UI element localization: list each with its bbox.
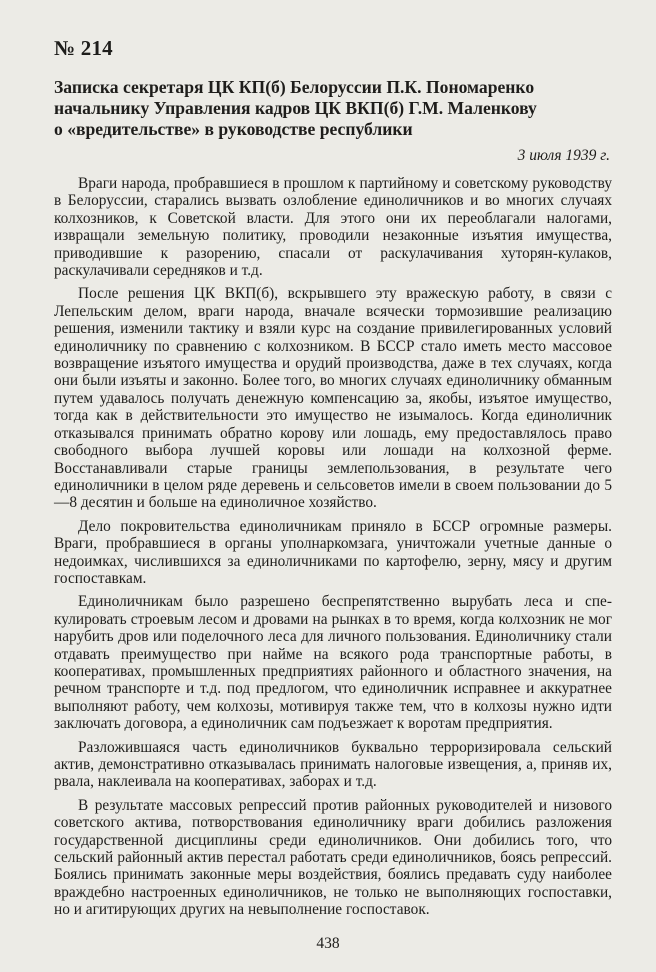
body-paragraph: После решения ЦК ВКП(б), вскрывшего эту вражескую работу, в связи с Лепельским делом, враги народа, вначале всячески тормозившие реализацию решения, изменили тактику и взяли курс на создание привилегированных условий единоличнику по сравнению с колхозником. В БССР стало иметь место массовое возвращение изъятого имущества и орудий производства, даже в тех случаях, когда они были изъяты и законно. Более того, во многих случаях единоличнику обманным путем удавалось получать денежную компенсацию за, якобы, изъятое имущество, тогда как в действительности это имущество не изымалось. Когда единоличник отказывался принимать обратно корову или лошадь, ему предоставлялось право свободного выбора лучшей коровы или лошади на колхозной ферме. Восстанавливали старые границы землепользования, в результате чего единоличники в целом ряде деревень и сельсоветов имели в своем пользовании до 5—8 десятин и больше на единоличное хозяйство. bbox=[54, 285, 612, 512]
document-title bbox=[54, 77, 612, 140]
body-paragraph: В результате массовых репрессий против районных руководителей и низового советского актива, потворствования единоличнику враги добились разложения государственной дисциплины среди единоличников. Они добились того, что сельский районный актив перестал работать среди единоличников, боясь репрессий. Боялись принимать законные меры воздействия, боялись предавать суду наиболее враждебно настроенных единоличников, не только не выполняющих госпоставки, но и агитирующих других на невыполнение госпоставок. bbox=[54, 796, 612, 919]
body-paragraph: Дело покровительства единоличникам приняло в БССР огромные размеры. Враги, пробравшиеся в органы уполнаркомзага, уничтожали учетные данные о недоимках, числившихся за единоличниками по картофелю, зерну, мясу и другим госпоставкам. bbox=[54, 517, 612, 587]
title-line: Записка секретаря ЦК КП(б) Белоруссии П.К. Пономаренко bbox=[54, 77, 535, 97]
document-number: № 214 bbox=[54, 36, 113, 60]
document-body bbox=[54, 175, 612, 919]
body-paragraph: Враги народа, пробравшиеся в прошлом к партийному и советскому руководству в Белоруссии, старались вызвать озлобление единоличников и во многих случаях колхозников, к Советской власти. Для этого они их переоблагали налогами, извращали земельную политику, проводили незаконные изъятия имущества, приводившие к разорению, спасали от раскулачивания хуторян-кулаков, раскулачивали середняков и т.д. bbox=[54, 175, 612, 280]
page-number: 438 bbox=[316, 935, 340, 952]
document-date: 3 июля 1939 г. bbox=[517, 147, 610, 164]
body-paragraph: Разложившаяся часть единоличников буквально терроризировала сельский актив, демонстративно отказывалась принимать налоговые извещения, а, приняв их, рвала, наклеивала на кооперативах, заборах и т.д. bbox=[54, 738, 612, 791]
title-line: начальнику Управления кадров ЦК ВКП(б) Г.М. Маленкову bbox=[54, 98, 537, 118]
title-line: о «вредительстве» в руководстве республики bbox=[54, 119, 413, 139]
body-paragraph: Единоличникам было разрешено беспрепятственно вырубать леса и спекулировать строевым лесом и дровами на рынках в то время, когда колхозник не мог нарубить дров или поделочного леса для личного пользования. Единоличнику стали отдавать преимущество при найме на всякого рода транспортные работы, в кооперативах, промышленных предприятиях районного и областного значения, на речном транспорте и т.д. под предлогом, что единоличник исправнее и аккуратнее выполняют работу, чем колхозы, мотивируя также тем, что в колхозы нужно идти заключать договора, а единоличник сам подъезжает к воротам предприятия. bbox=[54, 593, 612, 733]
